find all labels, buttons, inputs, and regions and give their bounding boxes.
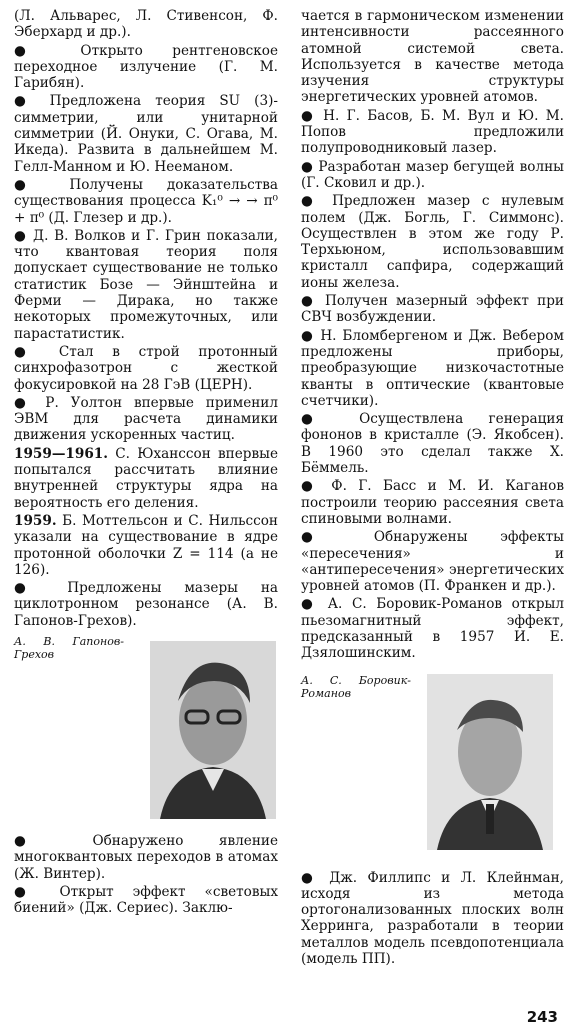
paragraph: ● Р. Уолтон впервые применил ЭВМ для расчета динамики движения ускоренных частиц.	[14, 394, 278, 444]
paragraph: ● Дж. Филлипс и Л. Клейнман, исходя из метода ортогонализованных плоских волн Херринга, разработали в теории металлов модель псевдопотенциала (модель ПП).	[301, 869, 564, 968]
paragraph: ● Получены доказательства существования процесса K₁⁰ → → π⁰ + π⁰ (Д. Глезер и др.).	[14, 176, 278, 226]
paragraph: ● Н. Г. Басов, Б. М. Вул и Ю. М. Попов предложили полупроводниковый лазер.	[301, 107, 564, 157]
photo-caption: А. В. Гапонов-Грехов	[14, 634, 124, 661]
portrait-photo	[150, 641, 276, 819]
paragraph: ● Д. В. Волков и Г. Грин показали, что квантовая теория поля допускает существование не только статистик Бозе — Эйнштейна и Ферми — Дирака, но также некоторых промежуточных, или парастатистик.	[14, 227, 278, 342]
page-number: 243	[526, 1008, 558, 1026]
photo-caption: А. С. Боровик-Романов	[301, 673, 411, 700]
year-text: Б. Моттельсон и С. Нильссон указали на существование в ядре протонной оболочки Z = 114 (а не 126).	[14, 512, 278, 578]
photo-block-1	[14, 633, 278, 833]
paragraph: ● Н. Бломбергеном и Дж. Вебером предложены приборы, преобразующие низкочастотные кванты в оптические (квантовые счетчики).	[301, 327, 564, 409]
paragraph: чается в гармоническом изменении интенсивности рассеянного атомной системой света. Используется в качестве метода изучения структуры энергетических уровней атомов.	[301, 8, 564, 106]
portrait-photo	[427, 674, 553, 850]
year-label: 1959.	[14, 512, 57, 529]
left-column	[14, 8, 278, 918]
paragraph: ● Разработан мазер бегущей волны (Г. Сковил и др.).	[301, 158, 564, 191]
year-text: С. Юханссон впервые попытался рассчитать влияние внутренней структуры ядра на вероятность его деления.	[14, 445, 278, 511]
paragraph: (Л. Альварес, Л. Стивенсон, Ф. Эберхард и др.).	[14, 8, 278, 41]
paragraph: ● Открыт эффект «световых биений» (Дж. Сериес). Заклю-	[14, 883, 278, 917]
photo-block-2	[301, 670, 564, 870]
paragraph: ● Ф. Г. Басс и М. И. Каганов построили теорию рассеяния света спиновыми волнами.	[301, 478, 564, 527]
paragraph: ● Осуществлена генерация фононов в кристалле (Э. Якобсен). В 1960 это сделал также Х. Бёммель.	[301, 411, 564, 477]
paragraph: ● Обнаружены эффекты «пересечения» и «антипересечения» энергетических уровней атомов (П. Франкен и др.).	[301, 529, 564, 595]
paragraph: ● Получен мазерный эффект при СВЧ возбуждении.	[301, 293, 564, 326]
right-column	[301, 8, 564, 969]
paragraph: ● Стал в строй протонный синхрофазотрон с жесткой фокусировкой на 28 ГэВ (ЦЕРН).	[14, 343, 278, 393]
year-label: 1959—1961.	[14, 445, 108, 462]
paragraph: ● Обнаружено явление многоквантовых переходов в атомах (Ж. Винтер).	[14, 832, 278, 882]
year-entry	[14, 446, 278, 511]
paragraph: ● Предложен мазер с нулевым полем (Дж. Богль, Г. Симмонс). Осуществлен в этом же году Р. Терхьюном, использовавшим кристалл сапфира, содержащий ионы железа.	[301, 193, 564, 291]
paragraph: ● Предложены мазеры на циклотронном резонансе (А. В. Гапонов-Грехов).	[14, 580, 278, 629]
year-entry	[14, 513, 278, 578]
paragraph: ● Предложена теория SU (3)-симметрии, или унитарной симметрии (Й. Онуки, С. Огава, М. Икеда). Развита в дальнейшем М. Гелл-Манном и Ю. Нееманом.	[14, 93, 278, 175]
paragraph: ● Открыто рентгеновское переходное излучение (Г. М. Гарибян).	[14, 42, 278, 92]
paragraph: ● А. С. Боровик-Романов открыл пьезомагнитный эффект, предсказанный в 1957 И. Е. Дзялошинским.	[301, 596, 564, 662]
